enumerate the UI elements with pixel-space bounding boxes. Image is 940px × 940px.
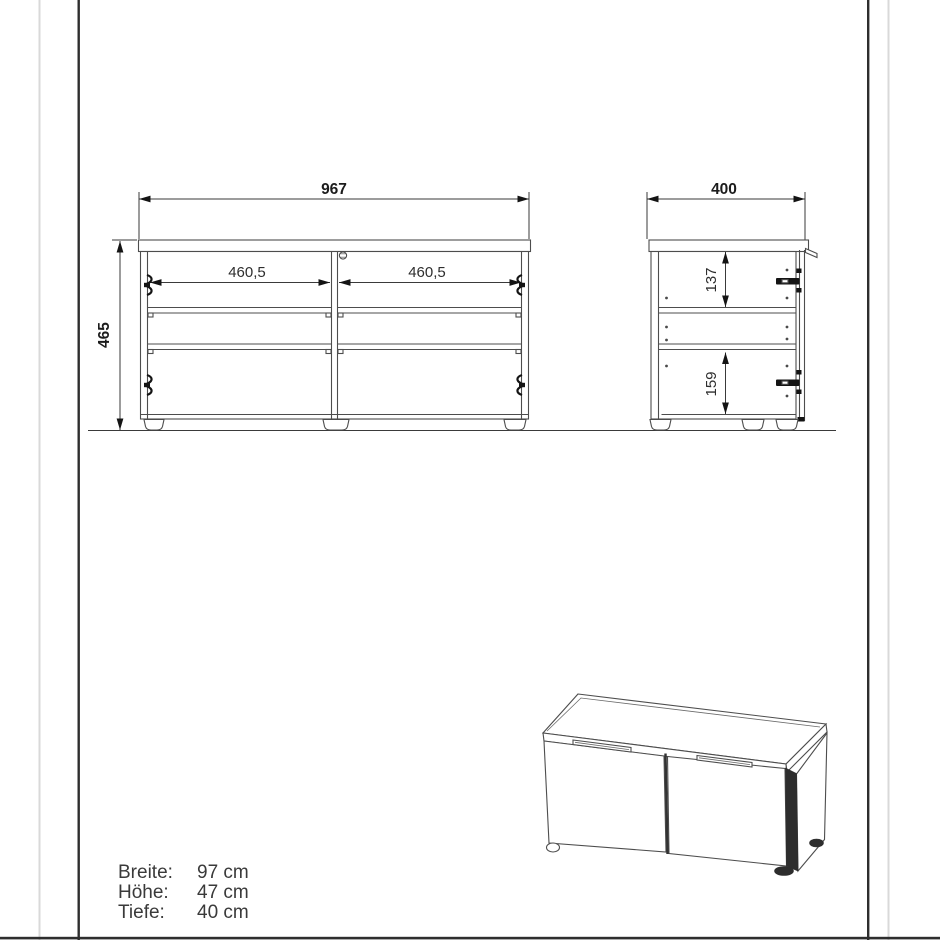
perspective-left-foot — [547, 843, 560, 852]
right-outer-border-line — [888, 0, 890, 940]
spec-list — [118, 862, 249, 923]
perspective-left-door — [544, 741, 666, 852]
spec-row-hoehe-value: 47 cm — [197, 882, 249, 903]
side-cabinet-outline — [649, 240, 817, 422]
side-top-panel — [649, 240, 809, 252]
side-body — [651, 252, 796, 420]
perspective-view — [543, 694, 827, 876]
front-top-panel — [139, 240, 531, 252]
perspective-back-foot — [810, 839, 824, 847]
front-height-value: 465 — [96, 322, 113, 348]
spec-row-breite-label: Breite: — [118, 862, 173, 883]
side-door-top-hook — [806, 249, 818, 258]
side-feet — [650, 420, 798, 431]
side-depth-dimension — [647, 181, 805, 248]
front-feet — [144, 420, 526, 431]
side-upper-section-value: 137 — [703, 267, 720, 293]
cam-lock-symbol — [339, 252, 346, 259]
front-height-dimension — [96, 240, 137, 430]
front-body — [141, 252, 529, 420]
left-inner-border-line — [78, 0, 80, 940]
front-inner-width-left-value: 460,5 — [228, 264, 266, 281]
left-outer-border-line — [39, 0, 41, 940]
spec-row-tiefe-value: 40 cm — [197, 902, 249, 923]
bottom-border-line — [0, 937, 940, 940]
side-view — [647, 181, 817, 430]
front-width-value: 967 — [321, 181, 347, 198]
spec-row-hoehe-label: Höhe: — [118, 882, 169, 903]
front-width-dimension — [139, 181, 529, 239]
side-lower-section-value: 159 — [703, 371, 720, 397]
front-inner-width-right-value: 460,5 — [408, 264, 446, 281]
perspective-right-door — [668, 757, 787, 867]
front-cabinet-outline — [139, 240, 531, 419]
front-view — [96, 181, 531, 430]
spec-row-breite-value: 97 cm — [197, 862, 249, 883]
side-depth-value: 400 — [711, 181, 737, 198]
spec-row-tiefe-label: Tiefe: — [118, 902, 165, 923]
perspective-door-dark-edge — [786, 768, 799, 871]
perspective-right-foot — [775, 867, 794, 876]
right-inner-border-line — [867, 0, 869, 940]
